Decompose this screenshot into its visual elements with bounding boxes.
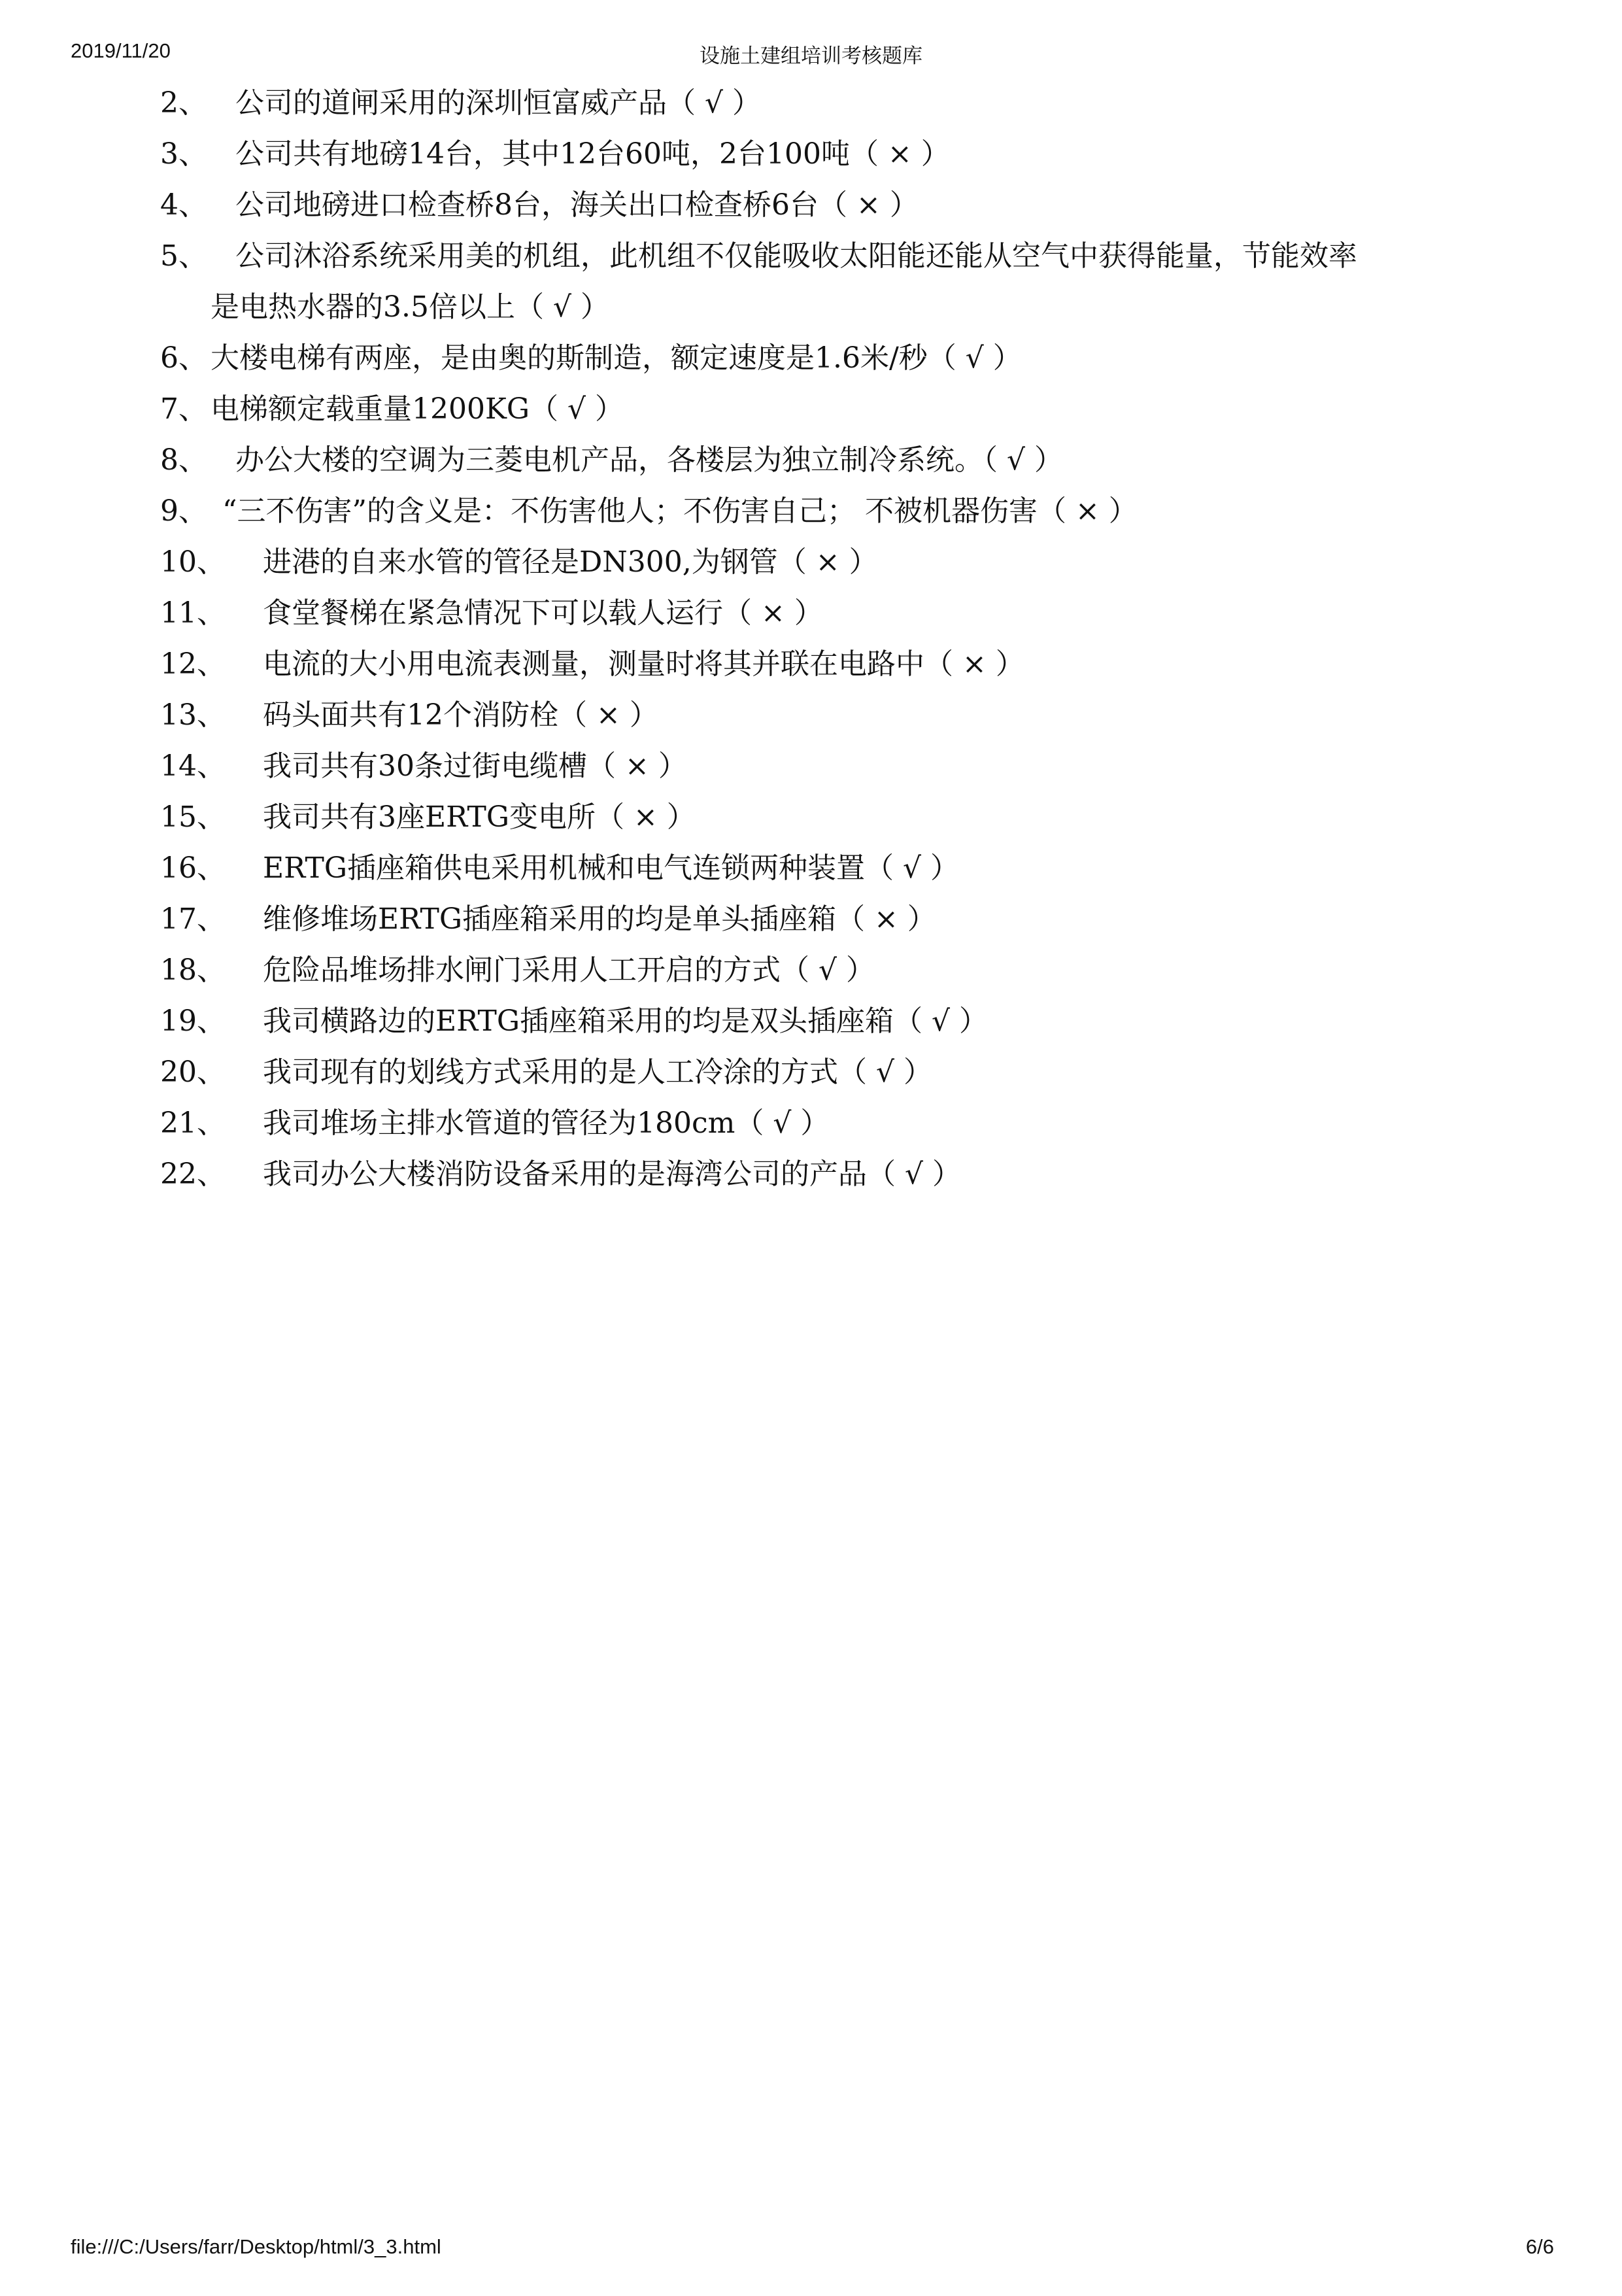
- item-number: 13、: [160, 698, 226, 732]
- item-text: 码头面共有12个消防栓（ × ）: [263, 698, 658, 732]
- item-text: 大楼电梯有两座，是由奥的斯制造，额定速度是1.6米/秒（ √ ）: [211, 341, 1022, 375]
- item-number: 11、: [160, 596, 226, 630]
- item-number: 8、: [160, 443, 207, 477]
- item-text: 公司的道闸采用的深圳恒富威产品（ √ ）: [235, 86, 762, 120]
- item-text: 危险品堆场排水闸门采用人工开启的方式（ √ ）: [263, 953, 875, 987]
- item-text: 维修堆场ERTG插座箱采用的均是单头插座箱（ × ）: [263, 902, 936, 936]
- item-text: 我司办公大楼消防设备采用的是海湾公司的产品（ √ ）: [263, 1157, 962, 1191]
- item-text: “三不伤害”的含义是：不伤害他人；不伤害自己； 不被机器伤害（ × ）: [222, 494, 1138, 528]
- item-text: ERTG插座箱供电采用机械和电气连锁两种装置（ √ ）: [263, 851, 959, 885]
- item-text: 电梯额定载重量1200KG（ √ ）: [211, 392, 624, 426]
- print-date: 2019/11/20: [71, 39, 171, 62]
- item-text: 进港的自来水管的管径是DN300,为钢管（ × ）: [263, 545, 878, 579]
- item-number: 20、: [160, 1055, 226, 1089]
- item-number: 19、: [160, 1004, 226, 1038]
- item-text-continued: 是电热水器的3.5倍以上（ √ ）: [211, 290, 609, 324]
- item-text: 我司横路边的ERTG插座箱采用的均是双头插座箱（ √ ）: [263, 1004, 988, 1038]
- file-url: file:///C:/Users/farr/Desktop/html/3_3.html: [71, 2235, 441, 2258]
- item-text: 食堂餐梯在紧急情况下可以载人运行（ × ）: [263, 596, 823, 630]
- item-number: 6、: [160, 341, 207, 375]
- item-text: 电流的大小用电流表测量，测量时将其并联在电路中（ × ）: [263, 647, 1024, 681]
- item-text: 我司共有30条过街电缆槽（ × ）: [263, 749, 687, 783]
- item-text: 公司地磅进口检查桥8台，海关出口检查桥6台（ × ）: [235, 188, 919, 222]
- item-text: 我司堆场主排水管道的管径为180cm（ √ ）: [263, 1106, 830, 1140]
- item-number: 17、: [160, 902, 226, 936]
- page-number: 6/6: [1525, 2235, 1554, 2258]
- item-number: 22、: [160, 1157, 226, 1191]
- item-number: 16、: [160, 851, 226, 885]
- item-text: 公司共有地磅14台，其中12台60吨，2台100吨（ × ）: [235, 137, 950, 171]
- item-number: 15、: [160, 800, 226, 834]
- item-number: 3、: [160, 137, 207, 171]
- item-number: 18、: [160, 953, 226, 987]
- item-number: 7、: [160, 392, 207, 426]
- item-number: 2、: [160, 86, 207, 120]
- item-number: 9、: [160, 494, 207, 528]
- item-text: 公司沐浴系统采用美的机组，此机组不仅能吸收太阳能还能从空气中获得能量，节能效率: [235, 239, 1357, 273]
- item-number: 12、: [160, 647, 226, 681]
- item-number: 5、: [160, 239, 207, 273]
- item-number: 21、: [160, 1106, 226, 1140]
- item-text: 我司共有3座ERTG变电所（ × ）: [263, 800, 696, 834]
- item-number: 14、: [160, 749, 226, 783]
- item-text: 办公大楼的空调为三菱电机产品，各楼层为独立制冷系统。（ √ ）: [235, 443, 1064, 477]
- item-number: 4、: [160, 188, 207, 222]
- item-text: 我司现有的划线方式采用的是人工冷涂的方式（ √ ）: [263, 1055, 933, 1089]
- document-title: 设施土建组培训考核题库: [700, 44, 922, 68]
- item-number: 10、: [160, 545, 226, 579]
